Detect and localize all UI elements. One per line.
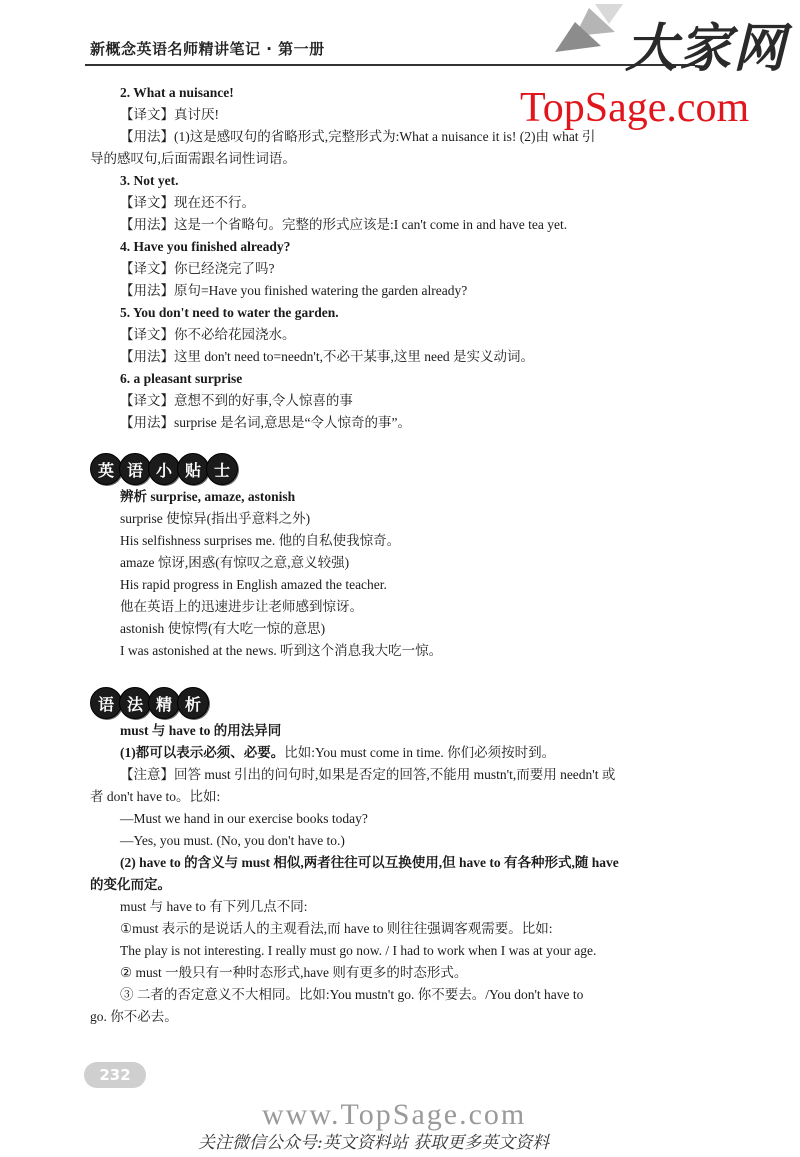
notes-line: 2. What a nuisance! bbox=[120, 85, 234, 100]
grammar-line: ② must 一般只有一种时态形式,have 则有更多的时态形式。 bbox=[120, 965, 468, 980]
banner-chip: 士 bbox=[206, 453, 238, 485]
tips-line: His selfishness surprises me. 他的自私使我惊奇。 bbox=[120, 533, 401, 548]
grammar-line: 的变化而定。 bbox=[90, 877, 171, 892]
notes-line: 【用法】原句=Have you finished watering the garden already? bbox=[120, 283, 468, 298]
grammar-line: must 与 have to 有下列几点不同: bbox=[120, 899, 308, 914]
notes-line: 【用法】(1)这是感叹句的省略形式,完整形式为:What a nuisance it is! (2)由 what 引 bbox=[120, 129, 596, 144]
logo-mark-icon bbox=[545, 2, 625, 66]
notes-line: 【译文】你已经浇完了吗? bbox=[120, 261, 275, 276]
banner-chip: 语 bbox=[119, 453, 151, 485]
notes-line: 【译文】现在还不行。 bbox=[120, 195, 255, 210]
footer-watermark-url: www.TopSage.com bbox=[262, 1098, 527, 1131]
notes-line: 导的感叹句,后面需跟名词性词语。 bbox=[90, 151, 296, 166]
footer-note: 关注微信公众号:英文资料站 获取更多英文资料 bbox=[198, 1133, 550, 1153]
notes-line: 【用法】这是一个省略句。完整的形式应该是:I can't come in and have tea yet. bbox=[120, 217, 568, 232]
banner-chip: 贴 bbox=[177, 453, 209, 485]
logo-chinese-text: 大家网 bbox=[625, 18, 788, 79]
grammar-line: ①must 表示的是说话人的主观看法,而 have to 则往往强调客观需要。比如: bbox=[120, 921, 553, 936]
grammar-line: must 与 have to 的用法异同 bbox=[120, 723, 282, 738]
logo-english-text: TopSage.com bbox=[520, 85, 750, 131]
grammar-line: The play is not interesting. I really must go now. / I had to work when I was at your age. bbox=[120, 943, 597, 958]
grammar-line: —Must we hand in our exercise books today? bbox=[120, 811, 368, 826]
running-header-title: 新概念英语名师精讲笔记 · 第一册 bbox=[90, 40, 325, 58]
notes-line: 5. You don't need to water the garden. bbox=[120, 305, 339, 320]
tips-line: astonish 使惊愕(有大吃一惊的意思) bbox=[120, 621, 326, 636]
notes-line: 3. Not yet. bbox=[120, 173, 179, 188]
notes-line: 【用法】这里 don't need to=needn't,不必干某事,这里 need 是实义动词。 bbox=[120, 349, 535, 364]
grammar-line: 【注意】回答 must 引出的问句时,如果是否定的回答,不能用 mustn't,而要用 needn't 或 bbox=[120, 767, 616, 782]
notes-line: 4. Have you finished already? bbox=[120, 239, 291, 254]
notes-line: 【译文】你不必给花园浇水。 bbox=[120, 327, 296, 342]
grammar-line: —Yes, you must. (No, you don't have to.) bbox=[120, 833, 345, 848]
grammar-line: (2) have to 的含义与 must 相似,两者往往可以互换使用,但 have to 有各种形式,随 have bbox=[120, 855, 619, 870]
notes-line: 6. a pleasant surprise bbox=[120, 371, 243, 386]
banner-chip: 法 bbox=[119, 687, 151, 719]
grammar-line: 者 don't have to。比如: bbox=[90, 789, 221, 804]
banner-chip: 精 bbox=[148, 687, 180, 719]
tips-line: amaze 惊讶,困惑(有惊叹之意,意义较强) bbox=[120, 555, 350, 570]
tips-section-banner bbox=[90, 452, 235, 486]
tips-line: 他在英语上的迅速进步让老师感到惊讶。 bbox=[120, 599, 363, 614]
notes-line: 【译文】意想不到的好事,令人惊喜的事 bbox=[120, 393, 353, 408]
notes-line: 【用法】surprise 是名词,意思是“令人惊奇的事”。 bbox=[120, 415, 411, 430]
grammar-section-banner bbox=[90, 686, 206, 720]
notes-line: 【译文】真讨厌! bbox=[120, 107, 219, 122]
banner-chip: 英 bbox=[90, 453, 122, 485]
tips-line: 辨析 surprise, amaze, astonish bbox=[120, 489, 296, 504]
banner-chip: 析 bbox=[177, 687, 209, 719]
page-number-badge: 232 bbox=[84, 1062, 146, 1088]
banner-chip: 语 bbox=[90, 687, 122, 719]
grammar-line: go. 你不必去。 bbox=[90, 1009, 178, 1024]
tips-line: surprise 使惊异(指出乎意料之外) bbox=[120, 511, 311, 526]
grammar-line: ③ 二者的否定意义不大相同。比如:You mustn't go. 你不要去。/You don't have to bbox=[120, 987, 584, 1002]
grammar-line: (1)都可以表示必须、必要。比如:You must come in time. 你们必须按时到。 bbox=[120, 745, 556, 760]
banner-chip: 小 bbox=[148, 453, 180, 485]
tips-line: I was astonished at the news. 听到这个消息我大吃一惊。 bbox=[120, 643, 443, 658]
tips-line: His rapid progress in English amazed the teacher. bbox=[120, 577, 387, 592]
